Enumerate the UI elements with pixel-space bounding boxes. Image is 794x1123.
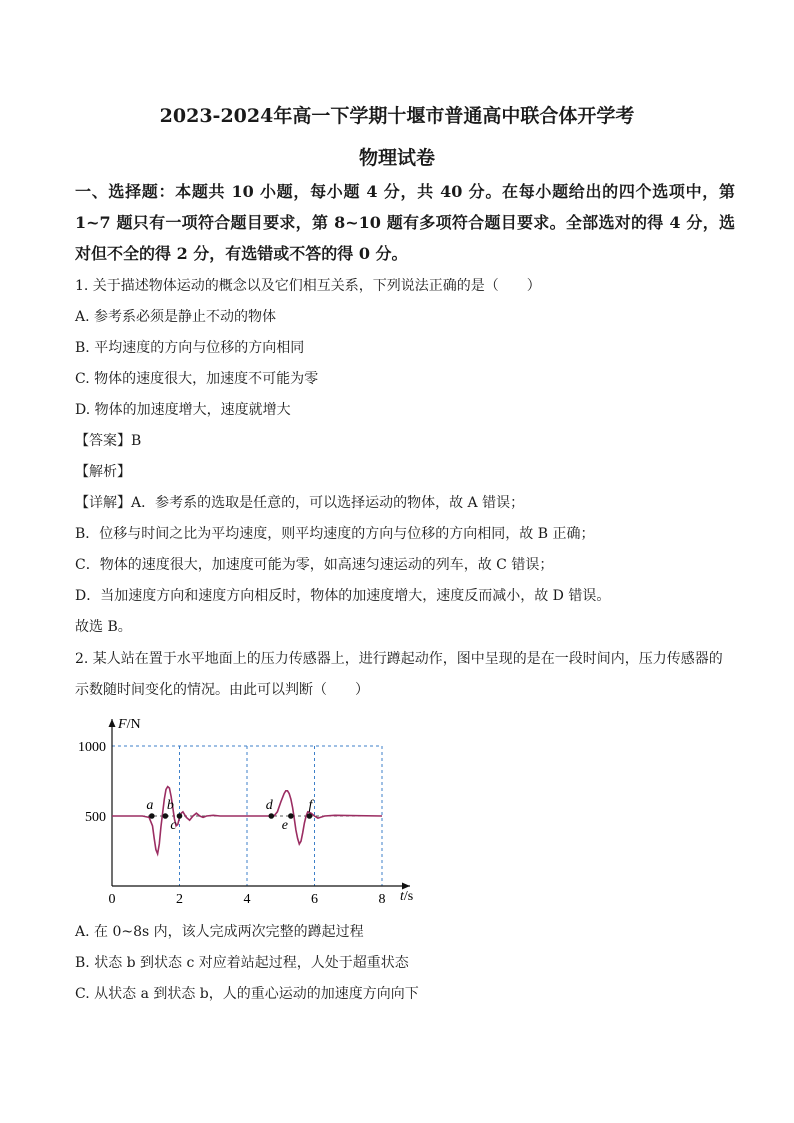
q1-detail-c: C．物体的速度很大，加速度可能为零，如高速匀速运动的列车，故 C 错误；: [75, 557, 554, 573]
y-axis-label: F/N: [118, 717, 141, 732]
x-tick-6: 6: [311, 892, 318, 907]
state-point-b: [163, 813, 169, 819]
q1-detail-b: B．位移与时间之比为平均速度，则平均速度的方向与位移的方向相同，故 B 正确；: [75, 526, 595, 542]
q1-detail-d: D．当加速度方向和速度方向相反时，物体的加速度增大，速度反而减小，故 D 错误。: [75, 588, 611, 604]
state-label-f: f: [308, 798, 313, 813]
x-tick-0: 0: [108, 892, 116, 907]
q1-option-a: A. 参考系必须是静止不动的物体: [75, 309, 277, 325]
x-tick-4: 4: [243, 892, 251, 907]
y-axis-arrow: [109, 719, 116, 727]
y-tick-1000: 1000: [78, 740, 106, 755]
state-point-d: [269, 813, 275, 819]
force-time-chart: [70, 705, 430, 910]
q2-stem-line2: 示数随时间变化的情况。由此可以判断（ ）: [75, 682, 369, 698]
q1-conclusion: 故选 B。: [75, 619, 132, 635]
state-point-f: [307, 813, 313, 819]
q1-analysis-label: 【解析】: [75, 464, 131, 480]
exam-subtitle: 物理试卷: [358, 147, 435, 169]
chart-axes: [109, 719, 411, 890]
y-tick-500: 500: [85, 810, 106, 825]
q1-option-d: D. 物体的加速度增大，速度就增大: [75, 402, 291, 418]
q1-option-c: C. 物体的速度很大，加速度不可能为零: [75, 371, 319, 387]
q2-stem-line1: 2. 某人站在置于水平地面上的压力传感器上，进行蹲起动作，图中呈现的是在一段时间内，压力传感器的: [75, 651, 723, 667]
q2-option-a: A. 在 0~8s 内，该人完成两次完整的蹲起过程: [75, 924, 364, 940]
section-header: 一、选择题：本题共 10 小题，每小题 4 分，共 40 分。在每小题给出的四个选项中，第 1~7 题只有一项符合题目要求，第 8~10 题有多项符合题目要求。全部选对的得 4 分，选对但不全的得 2 分，有选错或不答的得 0 分。: [75, 182, 735, 263]
q1-answer: 【答案】B: [75, 433, 142, 449]
x-axis-label: t/s: [400, 889, 414, 904]
state-point-c: [177, 813, 183, 819]
state-label-d: d: [265, 798, 273, 813]
q1-stem: 1. 关于描述物体运动的概念以及它们相互关系，下列说法正确的是（ ）: [75, 278, 541, 294]
q2-option-b: B. 状态 b 到状态 c 对应着站起过程，人处于超重状态: [75, 955, 409, 971]
q1-detail-a: 【详解】A．参考系的选取是任意的，可以选择运动的物体，故 A 错误；: [75, 495, 525, 511]
x-tick-2: 2: [176, 892, 183, 907]
state-label-b: b: [166, 798, 174, 813]
state-point-a: [149, 813, 155, 819]
state-point-e: [288, 813, 294, 819]
q1-option-b: B. 平均速度的方向与位移的方向相同: [75, 340, 305, 356]
state-label-a: a: [146, 798, 154, 813]
chart-tick-labels: [78, 740, 386, 907]
exam-title: 2023-2024年高一下学期十堰市普通高中联合体开学考: [159, 105, 635, 127]
q2-option-c: C. 从状态 a 到状态 b，人的重心运动的加速度方向向下: [75, 986, 419, 1002]
x-tick-8: 8: [378, 892, 386, 907]
state-label-e: e: [281, 818, 288, 833]
state-label-c: c: [170, 818, 177, 833]
